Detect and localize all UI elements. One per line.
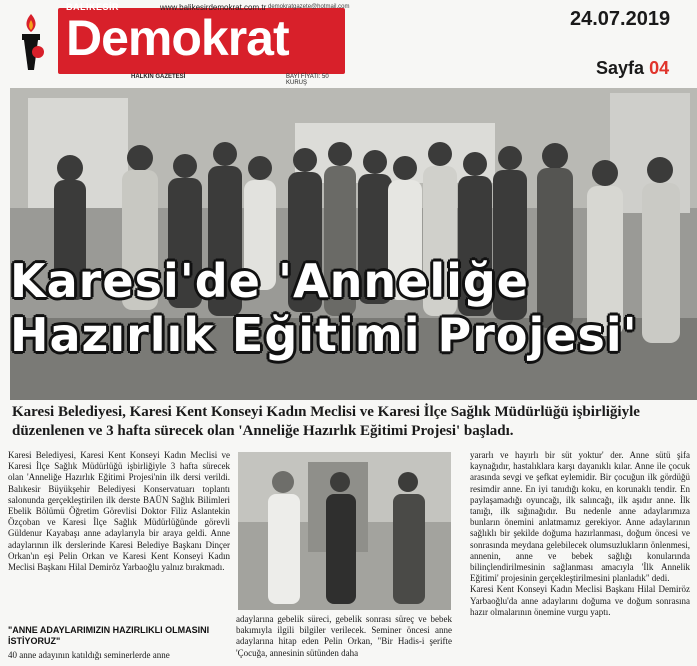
- masthead-email: demokratgazete@hotmail.com: [268, 4, 350, 10]
- headline-line-2: Hazırlık Eğitimi Projesi': [10, 308, 638, 362]
- headline: [10, 254, 690, 362]
- masthead: [10, 2, 350, 86]
- masthead-city: BALIKESİR: [66, 2, 120, 12]
- page-indicator: [596, 58, 669, 79]
- masthead-tagline: HALKIN GAZETESİ: [131, 74, 186, 80]
- article-subhead: "ANNE ADAYLARIMIZIN HAZIRLIKLI OLMASINI İSTİYORUZ": [8, 625, 210, 646]
- seminar-photo: [238, 452, 451, 610]
- headline-line-1: Karesi'de 'Anneliğe: [10, 254, 529, 308]
- article-column-1: Karesi Belediyesi, Karesi Kent Konseyi Kadın Meclisi ve Karesi İlçe Sağlık Müdürlüğü işbirliğiyle 3 hafta sürecek olan 'Anneliğe Hazırlık Eğitimi Projesi'nin ilk dersi verildi. Balıkesir Büyükşehir Belediyesi Konservatuarı toplantı salonunda gerçekleştirilen ilk derste BAÜN Sağlık Bilimleri Ebelik Bölümü Öğretim Görevlisi Doktor Filiz Aslantekin Özçoban ve Karesi İlçe Sağlık Müdürlüğünde görevli Güldenur Kayabaşı anne adaylarıyla bir araya geldi. Anne adaylarının ilk derslerinde Karesi Belediye Başkanı Dinçer Orkan'ın eşi Pelin Orkan ve Karesi Kent Konseyi Kadın Meclisi Başkanı Hilal Demiröz Yarbaoğlu yalnız bırakmadı.: [8, 450, 230, 573]
- article-column-1-continued: 40 anne adayının katıldığı seminerlerde anne: [8, 650, 170, 660]
- torch-logo-icon: [14, 12, 48, 76]
- article-column-2: adaylarına gebelik süreci, gebelik sonrası süreç ve bebek bakımıyla ilgili bilgiler verilecek. Seminer öncesi anne adaylarına hitap eden Pelin Orkan, "Bir Hadis-i şerifte 'Çocuğa, annesinin sütünden daha: [236, 614, 452, 658]
- page-number: 04: [649, 58, 670, 78]
- masthead-price: BAYİ FİYATI: 50 KURUŞ: [286, 74, 329, 86]
- article-lead: Karesi Belediyesi, Karesi Kent Konseyi Kadın Meclisi ve Karesi İlçe Sağlık Müdürlüğü işbirliğiyle düzenlenen ve 3 hafta sürecek olan 'Anneliğe Hazırlık Eğitimi Projesi' başladı.: [12, 404, 640, 439]
- issue-date: 24.07.2019: [570, 8, 671, 30]
- article-column-3: yararlı ve hayırlı bir süt yoktur' der. Anne sütü şifa kaynağıdır, hastalıklara karşı dayanıklı kılar. Anne ile çocuk arasında sevgi ve şefkat eylemidir. Bir çocuğun ilk gördüğü resimdir anne. En iyi tanıdığı koku, en korunaklı tendir. En paylaşamadığı oyuncağı, ilk salıncağı, ilk aşıdır anne. İlk tanığı, ilk sığınağıdır. Bu nedenle anne adaylarımıza bunların önemini anlatmamız gerekiyor. Anne adaylarının sağlıklı bir şekilde doğuma hazırlanması, doğum öncesi ve sonrasında meydana gelebilecek olumsuzlukların önlenmesi, annenin, anne ve bebek sağlığı konularında bilinçlendirilmesinin sağlanması amacıyla 'İlk Annelik Eğitimi' projesinin gerçekleştirilmesini planladık" dedi. Karesi Kent Konseyi Kadın Meclisi Başkanı Hilal Demiröz Yarbaoğlu'da anne adaylarını doğuma ve doğum sonrasına hazır olmalarının önemine vurgu yaptı.: [470, 450, 690, 617]
- seminar-photo-illustration: [238, 452, 451, 610]
- page-label: Sayfa: [596, 58, 645, 78]
- masthead-brand: Demokrat: [66, 10, 289, 66]
- masthead-website: www.balikesirdemokrat.com.tr: [160, 3, 267, 12]
